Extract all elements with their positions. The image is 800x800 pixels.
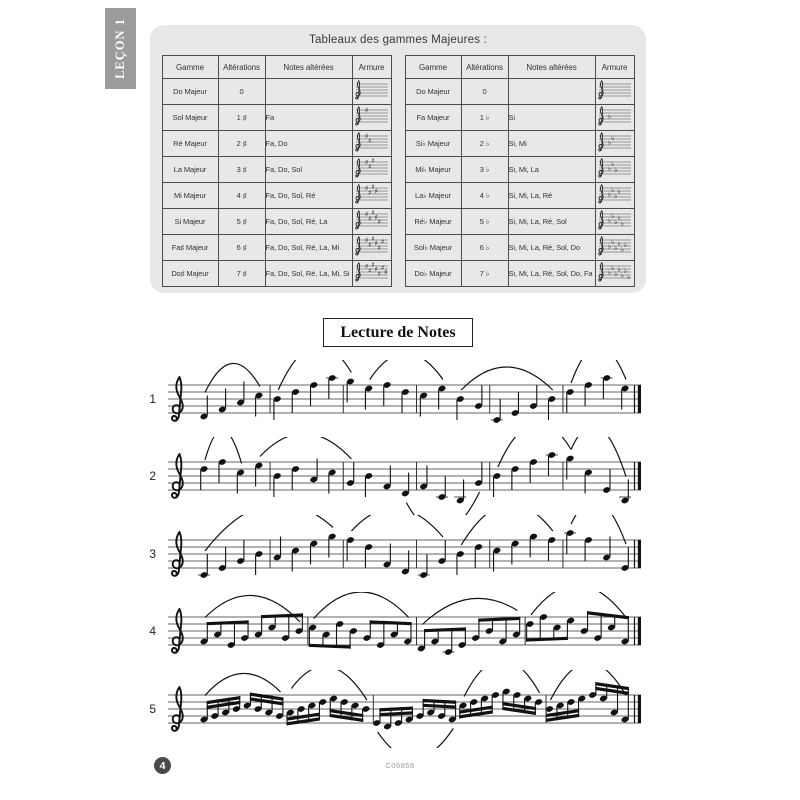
sharp-icon: ♯ [364, 158, 368, 167]
column-header-armure: Armure [352, 56, 391, 79]
scale-name-cell: Sol♭ Majeur [405, 235, 461, 261]
altered-notes-cell: Si, Mi, La, Ré, Sol [508, 209, 595, 235]
alterations-cell: 3 ♯ [218, 157, 265, 183]
altered-notes-cell: Fa [265, 105, 352, 131]
armure-staff [354, 79, 390, 102]
alterations-cell: 7 ♯ [218, 261, 265, 287]
sharp-icon: ♯ [367, 163, 371, 172]
armure-staff [354, 261, 390, 284]
page-number: 4 [159, 759, 166, 772]
slur [260, 437, 352, 459]
scale-name-cell: Mi Majeur [162, 183, 218, 209]
scales-tables-row [150, 55, 646, 287]
alterations-cell: 2 ♭ [461, 131, 508, 157]
alterations-cell: 0 [218, 79, 265, 105]
flat-icon: ♭ [620, 271, 624, 280]
sharp-icon: ♯ [367, 267, 371, 276]
flat-icon: ♭ [610, 160, 614, 169]
alterations-cell: 1 ♭ [461, 105, 508, 131]
altered-notes-cell: Si, Mi [508, 131, 595, 157]
staff-system-2 [136, 437, 656, 515]
slur [571, 437, 626, 477]
flat-icon: ♭ [613, 270, 618, 279]
lesson-tab [105, 8, 136, 89]
armure-staff [597, 79, 633, 102]
staff-number: 1 [149, 392, 156, 406]
slur [461, 367, 553, 390]
table-row [162, 183, 391, 209]
alterations-cell: 3 ♭ [461, 157, 508, 183]
table-header-row [162, 56, 391, 79]
catalog-number: C06858 [385, 761, 415, 770]
staff-number: 2 [149, 469, 156, 483]
flat-icon: ♭ [616, 239, 621, 248]
flat-icon: ♭ [607, 268, 611, 277]
armure-staff [597, 157, 633, 180]
sharp-icon: ♯ [377, 270, 381, 279]
armure-cell [595, 131, 634, 157]
flat-icon: ♭ [613, 166, 618, 175]
sharp-icon: ♯ [373, 265, 378, 274]
armure-staff [597, 209, 633, 232]
sharp-icon: ♯ [370, 235, 375, 244]
flat-icon: ♭ [613, 218, 618, 227]
armure-staff [597, 105, 633, 128]
page-number-badge [154, 757, 171, 774]
alterations-cell: 4 ♯ [218, 183, 265, 209]
column-header-notes-alterees: Notes altérées [265, 56, 352, 79]
flat-icon: ♭ [620, 219, 624, 228]
scale-name-cell: La Majeur [162, 157, 218, 183]
alterations-cell: 6 ♯ [218, 235, 265, 261]
sharp-icon: ♯ [364, 106, 368, 115]
armure-cell [595, 105, 634, 131]
flat-icon: ♭ [616, 265, 621, 274]
alterations-cell: 4 ♭ [461, 183, 508, 209]
sharp-icon: ♯ [370, 209, 375, 218]
table-row [405, 235, 634, 261]
armure-cell [352, 105, 391, 131]
sharp-icon: ♯ [367, 137, 371, 146]
staff-system-4 [136, 592, 656, 670]
table-row [405, 105, 634, 131]
staff-number: 4 [149, 624, 156, 638]
armure-staff [597, 131, 633, 154]
scale-name-cell: Fa♯ Majeur [162, 235, 218, 261]
scale-name-cell: Do♭ Majeur [405, 261, 461, 287]
column-header-armure: Armure [595, 56, 634, 79]
scale-name-cell: Do Majeur [162, 79, 218, 105]
armure-cell [595, 183, 634, 209]
flat-icon: ♭ [607, 112, 611, 121]
staff-system-3 [136, 515, 656, 593]
flat-icon: ♭ [610, 238, 614, 247]
armure-staff [597, 261, 633, 284]
armure-cell [595, 209, 634, 235]
scale-name-cell: Ré♭ Majeur [405, 209, 461, 235]
flat-icon: ♭ [610, 264, 614, 273]
armure-staff [354, 131, 390, 154]
scales-table-flats [405, 55, 635, 287]
flat-icon: ♭ [613, 192, 618, 201]
armure-cell [352, 209, 391, 235]
sharp-icon: ♯ [380, 238, 384, 247]
flat-icon: ♭ [626, 273, 630, 282]
alterations-cell: 0 [461, 79, 508, 105]
armure-staff [354, 105, 390, 128]
sharp-icon: ♯ [380, 264, 384, 273]
sharp-icon: ♯ [373, 239, 378, 248]
scale-name-cell: Do Majeur [405, 79, 461, 105]
sharp-icon: ♯ [364, 210, 368, 219]
sharp-icon: ♯ [367, 241, 371, 250]
table-row [162, 79, 391, 105]
sharp-icon: ♯ [367, 215, 371, 224]
armure-staff [354, 235, 390, 258]
scales-table-sharps [162, 55, 392, 287]
flat-icon: ♭ [607, 216, 611, 225]
armure-staff [597, 183, 633, 206]
armure-cell [595, 235, 634, 261]
altered-notes-cell [265, 79, 352, 105]
slur [205, 595, 300, 622]
armure-cell [352, 131, 391, 157]
sharp-icon: ♯ [364, 236, 368, 245]
armure-staff [354, 157, 390, 180]
sharp-icon: ♯ [370, 261, 375, 270]
armure-cell [595, 79, 634, 105]
alterations-cell: 2 ♯ [218, 131, 265, 157]
flat-icon: ♭ [610, 212, 614, 221]
flat-icon: ♭ [607, 164, 611, 173]
altered-notes-cell: Fa, Do, Sol, Ré, La, Mi [265, 235, 352, 261]
altered-notes-cell: Fa, Do, Sol, Ré, La, Mi, Si [265, 261, 352, 287]
armure-cell [352, 183, 391, 209]
flat-icon: ♭ [610, 186, 614, 195]
scales-panel-title: Tableaux des gammes Majeures : [309, 34, 487, 46]
flat-icon: ♭ [616, 213, 621, 222]
slur [378, 729, 454, 749]
slur [314, 592, 409, 619]
staff-system-1 [136, 360, 656, 438]
scale-name-cell: Do♯ Majeur [162, 261, 218, 287]
altered-notes-cell: Si, Mi, La, Ré, Sol, Do, Fa [508, 261, 595, 287]
slur [531, 592, 626, 618]
table-header-row [405, 56, 634, 79]
slur [205, 673, 281, 695]
armure-cell [352, 79, 391, 105]
sharp-icon: ♯ [367, 189, 371, 198]
alterations-cell: 5 ♯ [218, 209, 265, 235]
scale-name-cell: Si♭ Majeur [405, 131, 461, 157]
altered-notes-cell: Fa, Do, Sol [265, 157, 352, 183]
table-row [162, 235, 391, 261]
alterations-cell: 7 ♭ [461, 261, 508, 287]
flat-icon: ♭ [616, 187, 621, 196]
alterations-cell: 1 ♯ [218, 105, 265, 131]
altered-notes-cell: Fa, Do, Sol, Ré, La [265, 209, 352, 235]
lesson-tab-label: LEÇON 1 [113, 18, 128, 79]
slur [351, 515, 443, 537]
altered-notes-cell: Si, Mi, La, Ré [508, 183, 595, 209]
alterations-cell: 6 ♭ [461, 235, 508, 261]
altered-notes-cell [508, 79, 595, 105]
armure-staff [354, 209, 390, 232]
sharp-icon: ♯ [364, 184, 368, 193]
flat-icon: ♭ [607, 242, 611, 251]
slur [370, 360, 443, 380]
flat-icon: ♭ [610, 134, 614, 143]
column-header-gamme: Gamme [162, 56, 218, 79]
reading-title-box [323, 318, 473, 347]
slur [291, 670, 367, 700]
altered-notes-cell: Fa, Do [265, 131, 352, 157]
column-header-alterations: Altérations [461, 56, 508, 79]
table-row [405, 183, 634, 209]
table-row [162, 209, 391, 235]
armure-cell [352, 261, 391, 287]
staff-number: 5 [149, 702, 156, 716]
table-row [162, 261, 391, 287]
table-row [162, 131, 391, 157]
column-header-gamme: Gamme [405, 56, 461, 79]
altered-notes-cell: Fa, Do, Sol, Ré [265, 183, 352, 209]
column-header-alterations: Altérations [218, 56, 265, 79]
armure-cell [595, 261, 634, 287]
scales-panel [150, 25, 646, 293]
flat-icon: ♭ [620, 245, 624, 254]
sharp-icon: ♯ [383, 268, 387, 277]
slur [464, 670, 540, 697]
staff-system-5 [136, 670, 656, 748]
sharp-icon: ♯ [377, 218, 381, 227]
table-row [162, 157, 391, 183]
table-row [405, 209, 634, 235]
sharp-icon: ♯ [370, 183, 375, 192]
armure-staff [354, 183, 390, 206]
column-header-notes-alterees: Notes altérées [508, 56, 595, 79]
sharp-icon: ♯ [377, 244, 381, 253]
scale-name-cell: Ré Majeur [162, 131, 218, 157]
altered-notes-cell: Si [508, 105, 595, 131]
armure-staff [597, 235, 633, 258]
armure-cell [352, 157, 391, 183]
table-row [405, 79, 634, 105]
reading-title: Lecture de Notes [340, 323, 456, 341]
sharp-icon: ♯ [364, 132, 368, 141]
scale-name-cell: La♭ Majeur [405, 183, 461, 209]
table-row [405, 157, 634, 183]
altered-notes-cell: Si, Mi, La [508, 157, 595, 183]
flat-icon: ♭ [607, 138, 611, 147]
scale-name-cell: Sol Majeur [162, 105, 218, 131]
sharp-icon: ♯ [373, 187, 378, 196]
slur [571, 360, 626, 383]
table-row [162, 105, 391, 131]
scale-name-cell: Si Majeur [162, 209, 218, 235]
staff-number: 3 [149, 547, 156, 561]
armure-cell [595, 157, 634, 183]
scale-name-cell: Fa Majeur [405, 105, 461, 131]
flat-icon: ♭ [613, 244, 618, 253]
altered-notes-cell: Si, Mi, La, Ré, Sol, Do [508, 235, 595, 261]
slur [461, 515, 553, 545]
flat-icon: ♭ [623, 241, 627, 250]
sharp-icon: ♯ [370, 157, 375, 166]
alterations-cell: 5 ♭ [461, 209, 508, 235]
table-row [405, 261, 634, 287]
sharp-icon: ♯ [364, 262, 368, 271]
scale-name-cell: Mi♭ Majeur [405, 157, 461, 183]
sharp-icon: ♯ [373, 213, 378, 222]
flat-icon: ♭ [607, 190, 611, 199]
table-row [405, 131, 634, 157]
armure-cell [352, 235, 391, 261]
flat-icon: ♭ [623, 267, 627, 276]
slur [205, 363, 260, 392]
